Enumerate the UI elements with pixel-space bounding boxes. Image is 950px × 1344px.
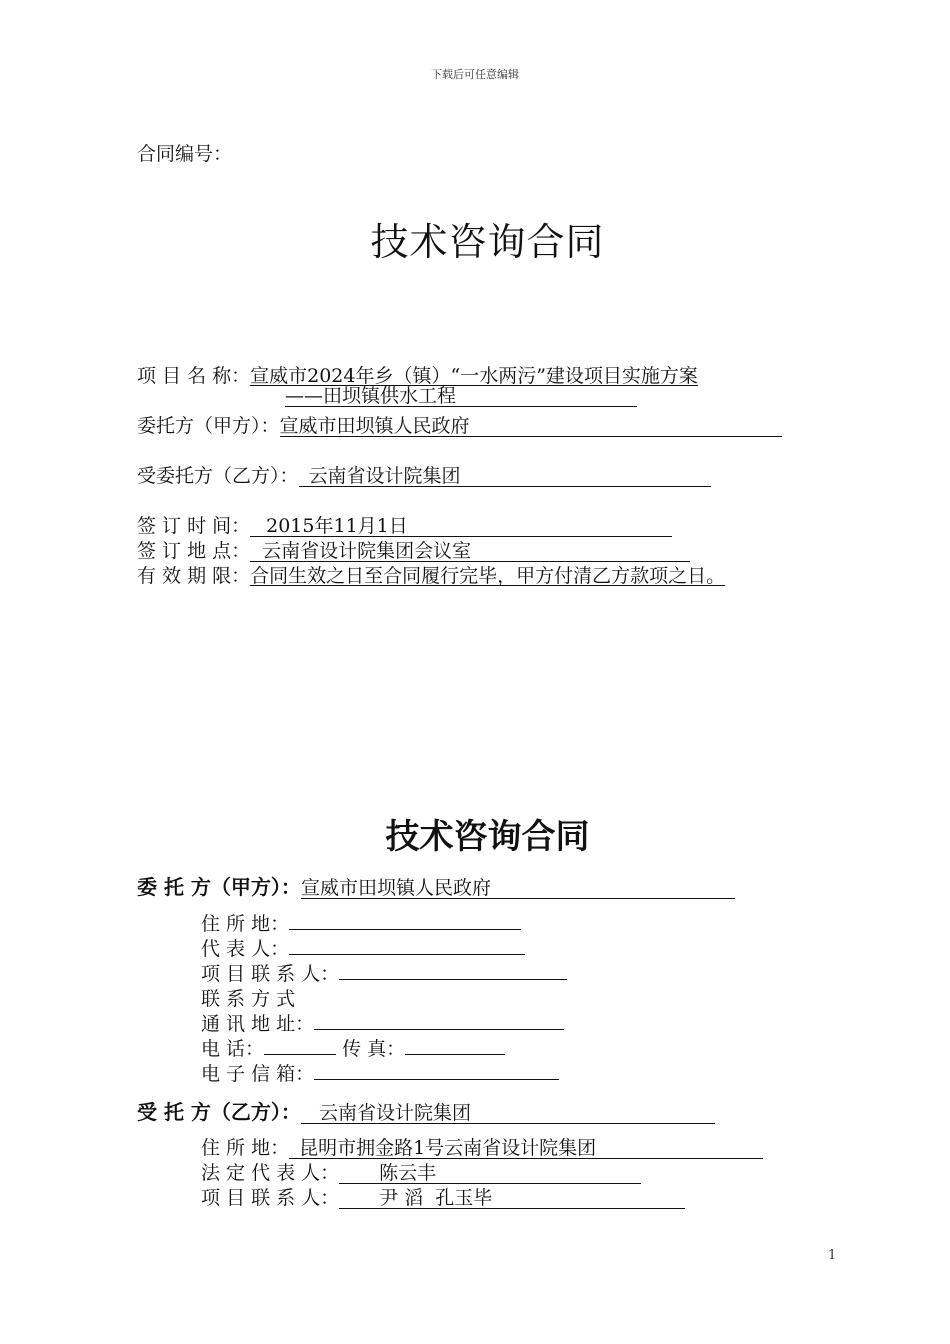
party-a-representative-blank [289,936,525,955]
sign-place-row [137,536,690,563]
party-a-address-label: 住 所 地： [201,913,290,935]
sign-place-value: 云南省设计院集团会议室 [250,541,690,562]
party-a-label: 委 托 方（甲方）： [137,875,301,899]
party-a-representative-row [201,934,525,961]
party-b-legal-rep-label: 法 定 代 表 人： [201,1162,340,1184]
page-number: 1 [828,1248,837,1263]
party-b-contact-row [201,1183,685,1210]
sign-time-value: 2015年11月1日 [250,516,672,537]
contract-number-label: 合同编号： [137,143,233,165]
validity-value: 合同生效之日至合同履行完毕，甲方付清乙方款项之日。 [250,565,726,587]
party-a-email-blank [314,1061,559,1080]
client-value: 宣威市田坝镇人民政府 [280,416,782,437]
party-a-row [137,871,735,900]
party-a-representative-label: 代 表 人： [201,938,290,960]
project-name-row [137,361,698,388]
sign-time-row [137,511,672,538]
party-a-fax-blank [405,1036,505,1055]
client-row [137,411,782,438]
sign-place-label: 签 订 地 点： [137,540,251,562]
project-name-label: 项 目 名 称： [137,365,251,387]
party-a-contact-row [201,959,567,986]
party-b-value: 云南省设计院集团 [301,1103,715,1124]
party-b-row [137,1096,715,1125]
party-b-legal-rep-value: 陈云丰 [339,1163,641,1184]
contract-body-title: 技术咨询合同 [385,817,590,857]
party-a-phone-fax-row [201,1034,505,1061]
validity-label: 有 效 期 限： [137,565,251,587]
party-a-value: 宣威市田坝镇人民政府 [301,878,735,899]
party-a-mail-blank [314,1011,564,1030]
validity-row [137,561,725,588]
party-a-contact-blank [339,961,567,980]
party-b-legal-rep-row [201,1158,641,1185]
project-name-row-2 [285,385,637,407]
party-a-mail-label: 通 讯 地 址： [201,1013,315,1035]
party-b-contact-label: 项 目 联 系 人： [201,1187,340,1209]
party-a-fax-label: 传 真： [342,1038,406,1060]
party-a-email-label: 电 子 信 箱： [201,1063,315,1085]
party-b-address-label: 住 所 地： [201,1137,290,1159]
party-b-address-value: 昆明市拥金路1号云南省设计院集团 [289,1138,763,1159]
party-a-contact-label: 项 目 联 系 人： [201,963,340,985]
party-b-label: 受 托 方（乙方）： [137,1100,301,1124]
party-b-address-row [201,1133,763,1160]
party-b-contact-value: 尹 滔 孔玉毕 [339,1188,685,1209]
party-a-address-row [201,909,521,936]
party-a-phone-label: 电 话： [201,1038,265,1060]
page-header-note: 下载后可任意编辑 [431,68,519,81]
client-label: 委托方（甲方）： [137,415,280,437]
party-a-address-blank [289,911,521,930]
party-a-contact-method: 联 系 方 式 [201,988,296,1010]
contractor-label: 受委托方（乙方）： [137,465,299,487]
contractor-value: 云南省设计院集团 [299,466,711,487]
project-name-value: 宣威市2024年乡（镇）“一水两污”建设项目实施方案 [250,365,698,387]
project-name-value-2: ——田坝镇供水工程 [285,386,637,407]
party-a-mail-row [201,1009,564,1036]
party-a-phone-blank [264,1036,336,1055]
sign-time-label: 签 订 时 间： [137,515,251,537]
cover-title: 技术咨询合同 [370,220,605,264]
contractor-row [137,461,711,488]
party-a-email-row [201,1059,559,1086]
